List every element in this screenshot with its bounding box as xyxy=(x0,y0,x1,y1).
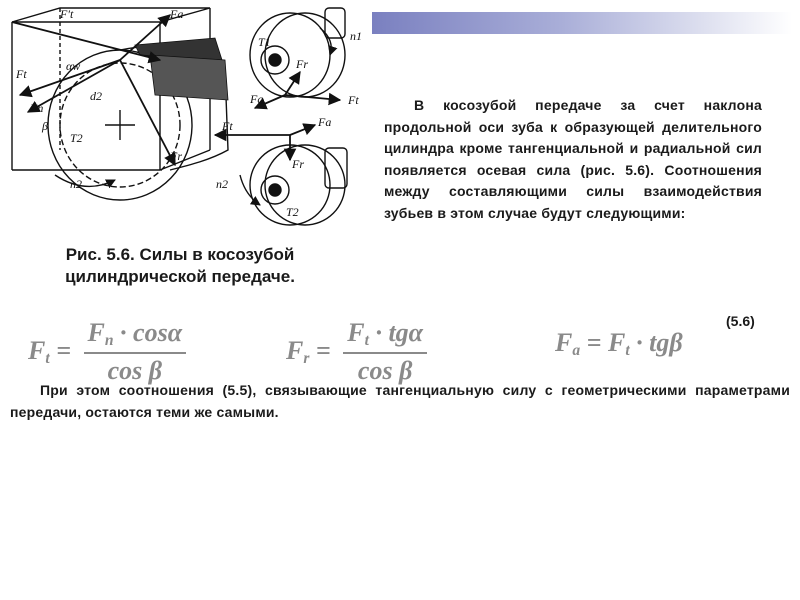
label-fn: Fn xyxy=(30,101,44,115)
force-ft-prime-arrow xyxy=(12,22,160,60)
formula-fraction xyxy=(84,318,187,386)
force-fr-top-arrow xyxy=(285,72,300,95)
lower-shaft-end xyxy=(325,148,347,188)
label-fr-bottom: Fr xyxy=(292,157,304,171)
box-edge xyxy=(160,150,210,170)
upper-shaft-core xyxy=(269,54,281,66)
intro-paragraph: В косозубой передаче за счет наклона продольной оси зуба к образующей делительного цилиндра кроме тангенциальной и радиальной сил появляется осевая сила (рис. 5.6). Соотношения между составляющими силы взаимодействия зубьев в этом случае будут следующими: xyxy=(384,97,762,221)
label-ft-prime: F′t xyxy=(60,7,74,21)
equation-number: (5.6) xyxy=(726,313,755,329)
lower-shaft-core xyxy=(269,184,281,196)
label-ft-right: Ft xyxy=(222,119,233,133)
label-beta: β xyxy=(42,119,48,133)
formula-numerator: $F_n \cdot \cos\alpha$ xyxy=(84,318,187,354)
label-n2: n2 xyxy=(70,177,82,191)
label-fa: Fa xyxy=(170,7,184,21)
label-ft: Ft xyxy=(16,67,27,81)
gear-forces-figure xyxy=(0,0,380,235)
formula-lhs: $F_r$ = xyxy=(286,336,331,367)
label-t2: T2 xyxy=(70,131,83,145)
formula-numerator: $F_t \cdot tg\alpha$ xyxy=(343,318,427,354)
formula-ft xyxy=(28,318,186,386)
outro-paragraph: При этом соотношения (5.5), связывающие тангенциальную силу с геометрическими параметрами передачи, остаются теми же самыми. xyxy=(10,382,790,420)
figure-caption: Рис. 5.6. Силы в косозубой цилиндрической передаче. xyxy=(65,245,295,286)
label-n2-right: n2 xyxy=(216,177,228,191)
label-t2-right: T2 xyxy=(286,205,299,219)
header-gradient-bar xyxy=(372,12,792,34)
label-fr: Fr xyxy=(170,149,182,163)
label-n1: n1 xyxy=(350,29,362,43)
formula-denominator: cos β xyxy=(107,355,163,385)
formula-fr xyxy=(286,318,427,386)
gear-teeth-hatch xyxy=(150,55,228,100)
force-fa-right-arrow xyxy=(290,125,315,135)
label-t1: T1 xyxy=(258,35,271,49)
gear-forces-diagram xyxy=(0,0,380,235)
label-fr-top: Fr xyxy=(296,57,308,71)
label-fa-mid: Fa xyxy=(250,92,264,106)
upper-shaft-end xyxy=(325,8,345,38)
label-alpha-w: αw xyxy=(66,59,81,73)
label-d2: d2 xyxy=(90,89,102,103)
formula-fraction xyxy=(343,318,427,386)
formula-fa: $F_a = F_t \cdot tg\beta$ xyxy=(555,328,683,359)
formula-lhs: $F_t$ = xyxy=(28,336,72,367)
label-ft-mid: Ft xyxy=(348,93,359,107)
formula-denominator: cos β xyxy=(357,355,413,385)
label-fa-right: Fa xyxy=(318,115,332,129)
